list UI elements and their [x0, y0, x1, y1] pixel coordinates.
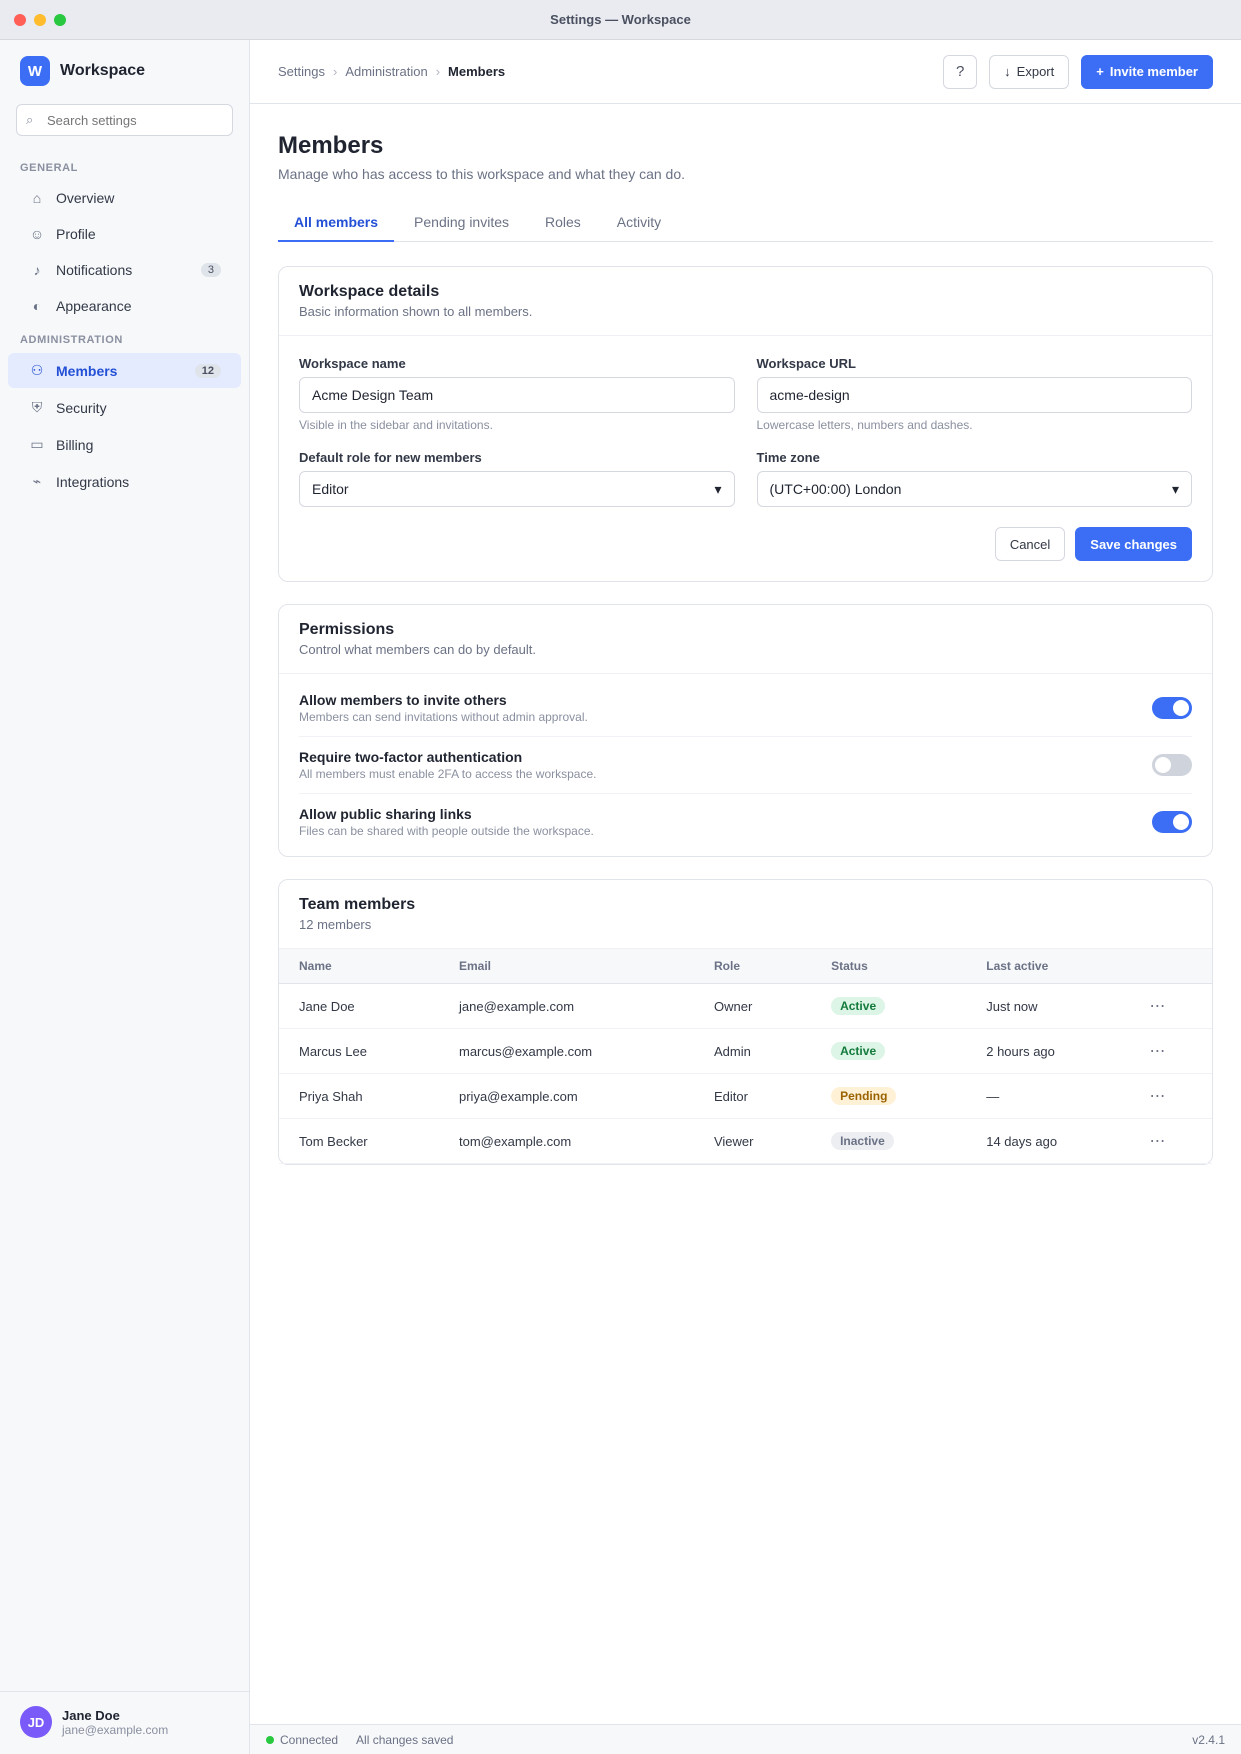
cancel-button[interactable]: Cancel	[995, 527, 1065, 561]
member-name: Priya Shah	[279, 1074, 439, 1119]
column-header[interactable]: Status	[811, 949, 966, 984]
card-description: Basic information shown to all members.	[299, 304, 533, 319]
public-links-toggle[interactable]	[1152, 811, 1192, 833]
table-header-row	[279, 949, 1212, 984]
tab-roles[interactable]: Roles	[545, 214, 581, 230]
main-panel	[250, 40, 1241, 1754]
workspace-name-input[interactable]	[299, 377, 735, 413]
sidebar-item-label: Integrations	[56, 473, 130, 490]
window-controls	[14, 14, 66, 26]
status-dot-icon	[266, 1736, 274, 1744]
default-role-select[interactable]: Editor ▾	[299, 471, 735, 507]
member-last-active: 2 hours ago	[966, 1029, 1129, 1074]
sidebar-item-notifications[interactable]	[8, 253, 241, 287]
palette-icon: ◐	[32, 298, 42, 314]
page-subtitle: Manage who has access to this workspace and what they can do.	[278, 166, 686, 182]
more-icon[interactable]: ⋯	[1149, 998, 1166, 1015]
column-header[interactable]: Last active	[966, 949, 1129, 984]
member-role: Admin	[694, 1029, 811, 1074]
card-icon: ▭	[30, 436, 44, 452]
maximize-window-button[interactable]	[54, 14, 66, 26]
field-label: Default role for new members	[299, 450, 482, 465]
member-name: Marcus Lee	[279, 1029, 439, 1074]
members-table	[279, 949, 1212, 1164]
toggle-description: Files can be shared with people outside the workspace.	[299, 824, 594, 838]
chevron-down-icon: ▾	[714, 480, 722, 497]
member-last-active: Just now	[966, 984, 1129, 1029]
member-role: Editor	[694, 1074, 811, 1119]
home-icon: ⌂	[32, 190, 42, 206]
brand	[0, 56, 249, 104]
member-email: tom@example.com	[439, 1119, 694, 1164]
chevron-right-icon: ›	[435, 64, 441, 79]
close-window-button[interactable]	[14, 14, 26, 26]
user-name: Jane Doe	[62, 1707, 120, 1723]
help-button[interactable]	[943, 55, 977, 89]
sidebar-item-label: Profile	[56, 226, 96, 242]
table-row[interactable]	[279, 984, 1212, 1029]
toggle-description: Members can send invitations without admin approval.	[299, 710, 588, 724]
title-bar	[0, 0, 1241, 40]
field-hint: Visible in the sidebar and invitations.	[299, 418, 493, 432]
download-icon: ↓	[1004, 64, 1011, 79]
member-count-badge: 12	[195, 364, 221, 378]
app-body	[0, 40, 1241, 1754]
breadcrumb-current: Members	[448, 64, 506, 79]
toggle-label: Allow members to invite others	[299, 692, 507, 708]
tab-pending-invites[interactable]: Pending invites	[414, 214, 509, 230]
notification-count-badge: 3	[201, 263, 221, 277]
breadcrumb	[278, 64, 505, 79]
sidebar-item-integrations[interactable]	[8, 464, 241, 499]
column-header[interactable]: Email	[439, 949, 694, 984]
status-badge: Active	[831, 1042, 885, 1060]
app-version: v2.4.1	[1192, 1732, 1225, 1747]
workspace-url-field	[757, 356, 1193, 432]
bell-icon: ♪	[33, 262, 41, 278]
permission-row	[299, 794, 1192, 850]
status-badge: Inactive	[831, 1132, 894, 1150]
user-icon: ☺	[29, 226, 45, 242]
sidebar	[0, 40, 250, 1754]
minimize-window-button[interactable]	[34, 14, 46, 26]
status-badge: Pending	[831, 1087, 896, 1105]
members-table-card	[278, 879, 1213, 1165]
sidebar-search-input[interactable]	[16, 104, 233, 136]
member-name: Jane Doe	[279, 984, 439, 1029]
field-label: Time zone	[756, 450, 820, 465]
content-area	[250, 104, 1241, 1724]
details-form	[299, 356, 1192, 507]
avatar: JD	[20, 1706, 52, 1738]
user-email: jane@example.com	[62, 1722, 169, 1737]
status-bar	[250, 1724, 1241, 1754]
sidebar-search	[16, 104, 233, 136]
allow-invites-toggle[interactable]	[1152, 697, 1192, 719]
toggle-label: Allow public sharing links	[299, 806, 472, 822]
form-actions	[299, 527, 1192, 561]
chevron-down-icon: ▾	[1171, 480, 1179, 497]
breadcrumb-item[interactable]: Administration	[345, 64, 428, 79]
member-last-active: —	[966, 1074, 1129, 1119]
toggle-label: Require two-factor authentication	[299, 749, 523, 765]
sidebar-item-members[interactable]	[8, 353, 241, 388]
field-label: Workspace name	[299, 356, 406, 371]
card-title: Team members	[299, 896, 416, 913]
tab-all-members[interactable]: All members	[278, 204, 394, 242]
default-role-field	[299, 450, 735, 507]
sidebar-item-billing[interactable]	[8, 427, 241, 462]
chevron-right-icon: ›	[332, 64, 338, 79]
member-last-active: 14 days ago	[966, 1119, 1129, 1164]
member-email: priya@example.com	[439, 1074, 694, 1119]
tab-activity[interactable]: Activity	[616, 214, 662, 230]
brand-name: Workspace	[60, 62, 146, 79]
sidebar-item-appearance[interactable]	[8, 289, 241, 323]
sidebar-item-overview[interactable]	[8, 181, 241, 215]
sidebar-item-label: Overview	[56, 190, 115, 206]
table-row[interactable]	[279, 1029, 1212, 1074]
plus-icon: +	[1096, 64, 1104, 79]
nav-section-label: ADMINISTRATION	[20, 334, 123, 346]
window-title: Settings — Workspace	[550, 12, 691, 27]
field-label: Workspace URL	[756, 356, 856, 371]
status-badge: Active	[831, 997, 885, 1015]
table-row[interactable]	[279, 1119, 1212, 1164]
permission-row	[299, 680, 1192, 737]
member-email: marcus@example.com	[439, 1029, 694, 1074]
sidebar-item-profile[interactable]	[8, 217, 241, 251]
more-icon[interactable]: ⋯	[1149, 1043, 1166, 1060]
workspace-details-card	[278, 266, 1213, 582]
breadcrumb-item[interactable]: Settings	[278, 64, 325, 79]
invite-member-button[interactable]: + Invite member	[1081, 55, 1213, 89]
timezone-field	[757, 450, 1193, 507]
table-row[interactable]	[279, 1074, 1212, 1119]
sidebar-item-label: Members	[56, 362, 118, 379]
toggle-description: All members must enable 2FA to access the workspace.	[299, 767, 597, 781]
account-switcher[interactable]	[0, 1691, 249, 1738]
card-title: Permissions	[299, 621, 395, 638]
more-icon[interactable]: ⋯	[1149, 1133, 1166, 1150]
sidebar-item-label: Security	[56, 399, 107, 416]
member-role: Viewer	[694, 1119, 811, 1164]
workspace-name-field	[299, 356, 735, 432]
member-role: Owner	[694, 984, 811, 1029]
sync-status: All changes saved	[356, 1732, 454, 1747]
column-header	[1129, 949, 1212, 984]
shield-icon: ⛨	[31, 399, 43, 415]
toolbar	[250, 40, 1241, 104]
member-email: jane@example.com	[439, 984, 694, 1029]
save-button[interactable]: Save changes	[1075, 527, 1192, 561]
sidebar-item-label: Billing	[56, 436, 94, 453]
connection-status: Connected	[266, 1733, 338, 1747]
help-icon: ?	[956, 63, 965, 80]
sidebar-item-label: Appearance	[56, 298, 132, 314]
workspace-url-input[interactable]	[757, 377, 1193, 413]
page-title: Members	[278, 132, 384, 159]
brand-logo: W	[20, 56, 50, 86]
field-hint: Lowercase letters, numbers and dashes.	[756, 418, 973, 432]
sidebar-item-label: Notifications	[56, 262, 133, 278]
sidebar-item-security[interactable]	[8, 390, 241, 425]
column-header[interactable]: Name	[279, 949, 439, 984]
require-2fa-toggle[interactable]	[1152, 754, 1192, 776]
more-icon[interactable]: ⋯	[1149, 1088, 1166, 1105]
export-button[interactable]: ↓ Export	[989, 55, 1069, 89]
card-description: 12 members	[299, 917, 372, 932]
search-icon: ⌕	[26, 112, 34, 127]
users-icon: ⚇	[30, 362, 44, 378]
timezone-select[interactable]: (UTC+00:00) London ▾	[757, 471, 1193, 507]
nav-section-label: GENERAL	[20, 162, 78, 174]
member-name: Tom Becker	[279, 1119, 439, 1164]
permission-row	[299, 737, 1192, 794]
card-description: Control what members can do by default.	[299, 642, 537, 657]
column-header[interactable]: Role	[694, 949, 811, 984]
card-title: Workspace details	[299, 283, 440, 300]
plug-icon: ⌁	[32, 473, 42, 489]
tab-bar	[278, 204, 1213, 242]
permissions-card	[278, 604, 1213, 857]
